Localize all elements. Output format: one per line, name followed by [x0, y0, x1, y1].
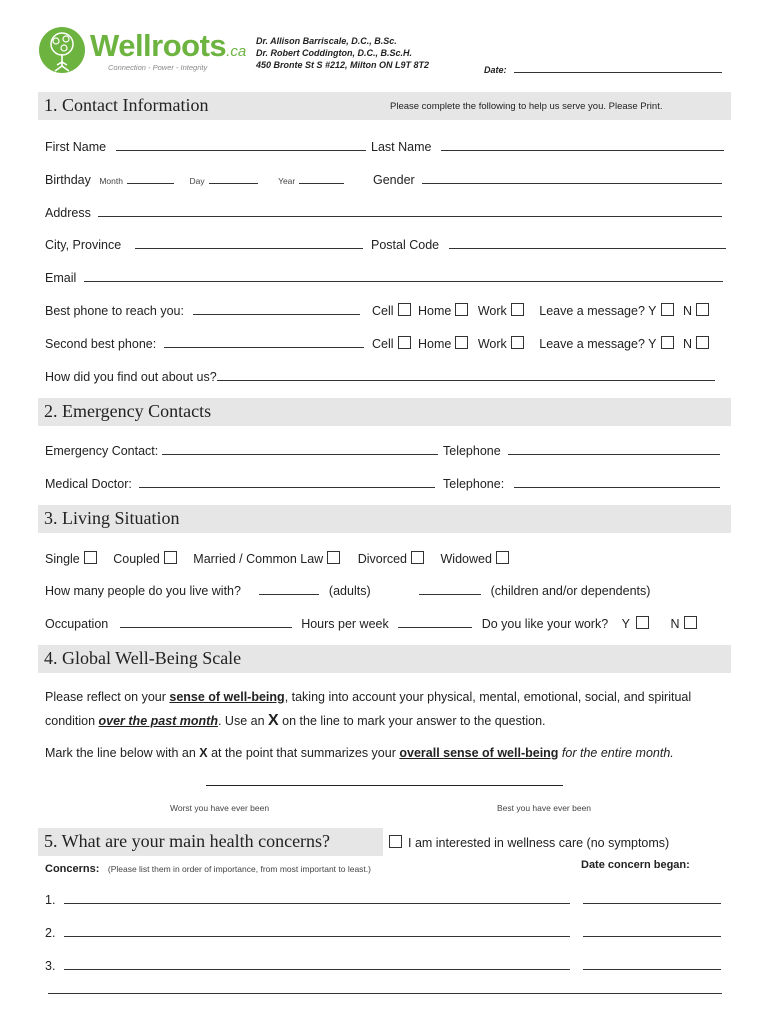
concern-line[interactable]: [64, 925, 570, 937]
text: Please reflect on your: [45, 690, 170, 704]
date-line[interactable]: [514, 63, 722, 73]
clinic-info: [256, 35, 429, 71]
concerns-label: Concerns:: [45, 863, 100, 875]
home-checkbox[interactable]: [455, 303, 468, 316]
found-us-field[interactable]: [45, 369, 715, 384]
doctor-1: Dr. Allison Barriscale, D.C., B.Sc.: [256, 36, 397, 46]
concern-line[interactable]: [64, 958, 570, 970]
married-label: Married / Common Law: [193, 552, 324, 566]
widowed-checkbox[interactable]: [496, 551, 509, 564]
household-field: [45, 583, 650, 598]
like-work-yes-checkbox[interactable]: [636, 616, 649, 629]
divorced-label: Divorced: [357, 552, 408, 566]
concerns-note: (Please list them in order of importance, from most important to least.): [107, 864, 371, 874]
best-label: Best you have ever been: [497, 803, 592, 813]
n-label: N: [682, 337, 693, 351]
second-phone-line[interactable]: [164, 336, 364, 348]
divorced-checkbox[interactable]: [411, 551, 424, 564]
like-work-label: Do you like your work?: [481, 617, 609, 631]
best-phone-options: [372, 303, 709, 318]
email-field[interactable]: [45, 270, 723, 285]
home-label: Home: [418, 337, 452, 351]
concern-line[interactable]: [64, 892, 570, 904]
emphasis: overall sense of well-being: [399, 746, 559, 760]
gender-line[interactable]: [422, 172, 722, 184]
work-checkbox[interactable]: [511, 303, 524, 316]
found-us-label: How did you find out about us?: [45, 370, 217, 384]
leave-message-label: Leave a message? Y: [539, 337, 657, 351]
cell-label: Cell: [372, 304, 394, 318]
occupation-line[interactable]: [120, 616, 292, 628]
concern-date-line[interactable]: [583, 925, 721, 937]
text: Mark the line below with an: [45, 746, 200, 760]
section-title: 1. Contact Information: [44, 95, 209, 115]
text: , taking into account your physical, mental, emotional, social, and spiritual: [284, 690, 692, 704]
section-living-situation: [38, 505, 731, 533]
telephone-line[interactable]: [514, 476, 720, 488]
tree-logo-icon: [38, 26, 88, 76]
section-contact-information: [38, 92, 731, 120]
section-title: 2. Emergency Contacts: [44, 401, 212, 421]
first-name-field[interactable]: [45, 139, 366, 154]
well-being-scale-line[interactable]: [206, 785, 563, 786]
leave-message-no-checkbox[interactable]: [696, 303, 709, 316]
x-mark: X: [199, 746, 208, 760]
section-emergency-contacts: [38, 398, 731, 426]
y-label: Y: [621, 617, 630, 631]
work-checkbox[interactable]: [511, 336, 524, 349]
occupation-label: Occupation: [45, 617, 109, 631]
medical-doctor-field[interactable]: [45, 476, 435, 491]
found-us-line[interactable]: [217, 369, 715, 381]
concern-row[interactable]: [45, 892, 721, 907]
n-label: N: [682, 304, 693, 318]
work-label: Work: [477, 304, 507, 318]
like-work-no-checkbox[interactable]: [684, 616, 697, 629]
telephone-label: Telephone:: [443, 477, 505, 491]
concern-date-line[interactable]: [583, 892, 721, 904]
section-title: 4. Global Well-Being Scale: [44, 648, 242, 668]
bottom-rule: [48, 993, 722, 994]
concern-row[interactable]: [45, 958, 721, 973]
text: condition: [45, 714, 99, 728]
section-title: 5. What are your main health concerns?: [44, 831, 331, 851]
print-note: Please complete the following to help us serve you. Please Print.: [390, 101, 663, 112]
birthday-label: Birthday: [45, 173, 91, 187]
text: at the point that summarizes your: [207, 746, 400, 760]
home-label: Home: [418, 304, 452, 318]
first-name-line[interactable]: [116, 139, 366, 151]
leave-message-label: Leave a message? Y: [539, 304, 657, 318]
address-label: Address: [45, 206, 91, 220]
doctor-2: Dr. Robert Coddington, D.C., B.Sc.H.: [256, 48, 412, 58]
clinic-address: 450 Bronte St S #212, Milton ON L9T 8T2: [256, 60, 430, 70]
last-name-label: Last Name: [371, 140, 432, 154]
leave-message-yes-checkbox[interactable]: [661, 303, 674, 316]
logo: [38, 26, 253, 76]
text: for the entire month.: [558, 746, 674, 760]
address-line[interactable]: [98, 205, 722, 217]
section-title: 3. Living Situation: [44, 508, 180, 528]
last-name-line[interactable]: [441, 139, 724, 151]
cell-checkbox[interactable]: [398, 336, 411, 349]
occupation-field: [45, 616, 697, 631]
doctor-telephone-field[interactable]: [443, 476, 720, 491]
day-line[interactable]: [209, 172, 258, 184]
emergency-contact-label: Emergency Contact:: [45, 444, 159, 458]
second-phone-field[interactable]: [45, 336, 364, 351]
best-phone-field[interactable]: [45, 303, 360, 318]
email-line[interactable]: [84, 270, 723, 282]
city-field[interactable]: [45, 237, 363, 252]
email-label: Email: [45, 271, 77, 285]
concern-number: 3.: [45, 959, 56, 973]
brand-name: Wellroots: [90, 28, 227, 63]
best-phone-line[interactable]: [193, 303, 360, 315]
leave-message-yes-checkbox[interactable]: [661, 336, 674, 349]
home-checkbox[interactable]: [455, 336, 468, 349]
year-line[interactable]: [299, 172, 344, 184]
date-field[interactable]: [484, 60, 722, 78]
last-name-field[interactable]: [371, 139, 724, 154]
date-began-label: Date concern began:: [581, 859, 690, 871]
hours-label: Hours per week: [301, 617, 389, 631]
text: on the line to mark your answer to the question.: [278, 714, 546, 728]
x-mark: X: [268, 712, 279, 729]
postal-code-label: Postal Code: [371, 238, 440, 252]
emergency-contact-field[interactable]: [45, 443, 438, 458]
emphasis: over the past month: [98, 714, 218, 728]
single-checkbox[interactable]: [84, 551, 97, 564]
city-line[interactable]: [135, 237, 363, 249]
day-label: Day: [189, 176, 205, 186]
concerns-header: [45, 859, 371, 877]
wellness-care-checkbox[interactable]: [389, 835, 402, 848]
best-phone-label: Best phone to reach you:: [45, 304, 184, 318]
cell-label: Cell: [372, 337, 394, 351]
concern-number: 2.: [45, 926, 56, 940]
married-checkbox[interactable]: [327, 551, 340, 564]
hours-line[interactable]: [398, 616, 472, 628]
birthday-field[interactable]: [45, 172, 344, 187]
well-being-instructions-2: [45, 712, 546, 730]
worst-label: Worst you have ever been: [170, 803, 270, 813]
second-phone-options: [372, 336, 709, 351]
widowed-label: Widowed: [440, 552, 492, 566]
well-being-instructions-3: [45, 746, 674, 760]
emergency-telephone-field[interactable]: [443, 443, 720, 458]
date-label: Date:: [484, 65, 507, 75]
year-label: Year: [278, 176, 296, 186]
leave-message-no-checkbox[interactable]: [696, 336, 709, 349]
section-health-concerns: [38, 828, 383, 856]
n-label: N: [670, 617, 680, 631]
emphasis: sense of well-being: [169, 690, 285, 704]
children-label: (children and/or dependents): [490, 584, 651, 598]
wellness-care-label: I am interested in wellness care (no symptoms): [408, 836, 670, 850]
tagline: Connection - Power - Integrity: [108, 63, 208, 72]
work-label: Work: [477, 337, 507, 351]
second-phone-label: Second best phone:: [45, 337, 157, 351]
single-label: Single: [45, 552, 80, 566]
how-many-label: How many people do you live with?: [45, 584, 241, 598]
coupled-checkbox[interactable]: [164, 551, 177, 564]
concern-row[interactable]: [45, 925, 721, 940]
gender-field[interactable]: [373, 172, 722, 187]
children-line[interactable]: [419, 583, 481, 595]
adults-line[interactable]: [259, 583, 319, 595]
concern-number: 1.: [45, 893, 56, 907]
coupled-label: Coupled: [113, 552, 160, 566]
wellness-care-option: [389, 835, 669, 850]
telephone-label: Telephone: [443, 444, 501, 458]
month-line[interactable]: [127, 172, 174, 184]
month-label: Month: [99, 176, 123, 186]
marital-status-options: [45, 551, 509, 566]
address-field[interactable]: [45, 205, 722, 220]
city-label: City, Province: [45, 238, 122, 252]
section-well-being-scale: [38, 645, 731, 673]
gender-label: Gender: [373, 173, 415, 187]
emergency-contact-line[interactable]: [162, 443, 438, 455]
text: . Use an: [217, 714, 269, 728]
medical-doctor-label: Medical Doctor:: [45, 477, 132, 491]
cell-checkbox[interactable]: [398, 303, 411, 316]
well-being-instructions-1: [45, 690, 691, 704]
postal-code-line[interactable]: [449, 237, 726, 249]
medical-doctor-line[interactable]: [139, 476, 435, 488]
adults-label: (adults): [328, 584, 371, 598]
first-name-label: First Name: [45, 140, 107, 154]
telephone-line[interactable]: [508, 443, 720, 455]
postal-code-field[interactable]: [371, 237, 726, 252]
brand-suffix: .ca: [226, 43, 247, 60]
concern-date-line[interactable]: [583, 958, 721, 970]
